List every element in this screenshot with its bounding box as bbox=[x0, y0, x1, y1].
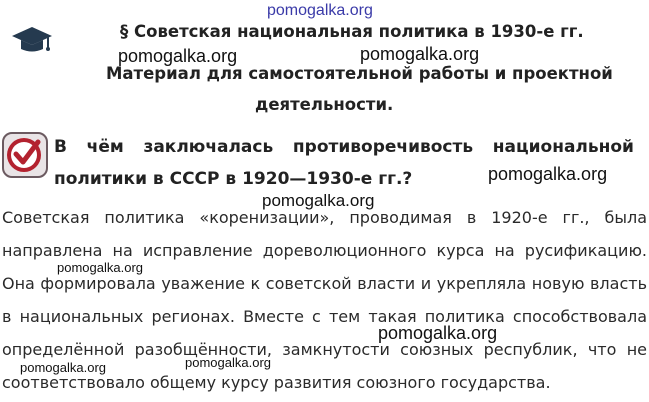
body-line: Советская политика «коренизации», проводимая в 1920-е гг., была bbox=[2, 208, 647, 227]
checkmark-icon bbox=[2, 132, 48, 178]
watermark: pomogalka.org bbox=[488, 164, 608, 184]
body-line: соответствовало общему курсу развития союзного государства. bbox=[2, 373, 551, 392]
graduation-cap-icon bbox=[10, 24, 54, 54]
watermark: pomogalka.org bbox=[20, 360, 106, 375]
body-line: Она формировала уважение к советской власти и укрепляла новую власть bbox=[2, 274, 647, 293]
question-word: противоречивость bbox=[292, 137, 474, 157]
question-word: чём bbox=[86, 137, 124, 157]
question-word: национальной bbox=[492, 137, 634, 157]
section-subtitle-continued: деятельности. bbox=[255, 95, 394, 114]
watermark: pomogalka.org bbox=[267, 2, 373, 19]
watermark: pomogalka.org bbox=[57, 260, 143, 275]
question-line-2: политики в СССР в 1920—1930-е гг.? bbox=[54, 169, 413, 189]
section-title: § Советская национальная политика в 1930-е гг. bbox=[120, 22, 584, 41]
body-line: направлена на исправление дореволюционного курса на русификацию. bbox=[2, 241, 647, 260]
watermark: pomogalka.org bbox=[360, 44, 480, 64]
watermark: pomogalka.org bbox=[185, 355, 271, 370]
question-line-1 bbox=[54, 137, 634, 157]
watermark: pomogalka.org bbox=[378, 323, 498, 343]
body-line: определённой разобщённости, замкнутости союзных республик, что не bbox=[2, 340, 647, 359]
watermark: pomogalka.org bbox=[262, 191, 375, 210]
question-word: В bbox=[54, 137, 67, 157]
body-line: в национальных регионах. Вместе с тем такая политика способствовала bbox=[2, 307, 647, 326]
section-subtitle: Материал для самостоятельной работы и проектной bbox=[106, 64, 613, 83]
question-word: заключалась bbox=[143, 137, 274, 157]
watermark: pomogalka.org bbox=[118, 46, 238, 66]
